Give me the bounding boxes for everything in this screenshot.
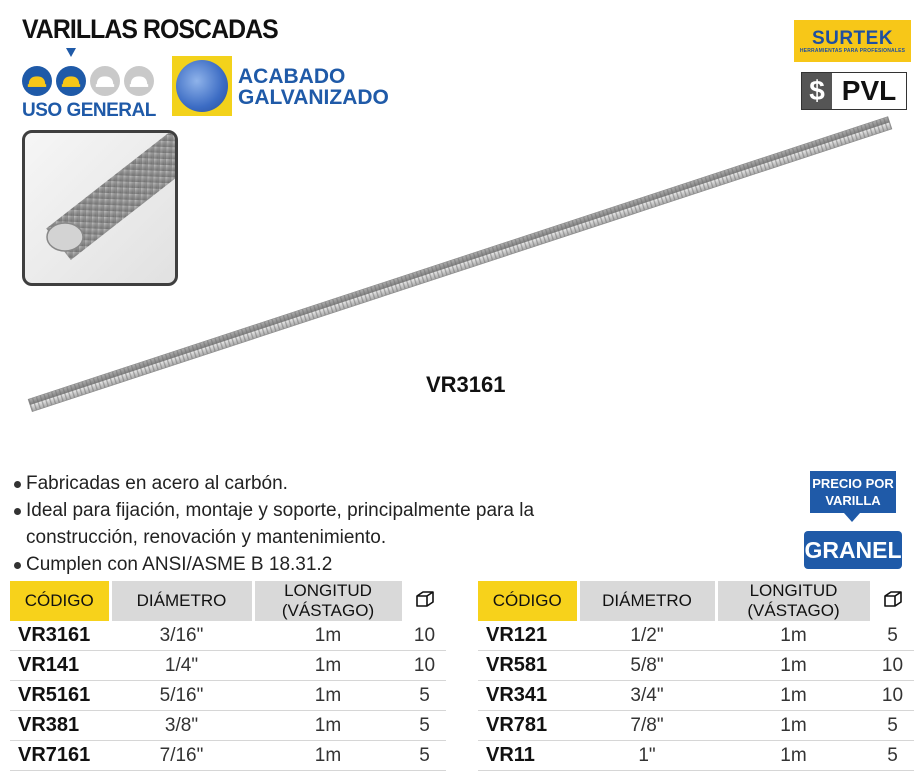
length: 1m <box>253 741 403 771</box>
table-row <box>478 621 914 651</box>
product-code: VR121 <box>478 621 578 651</box>
pack-qty: 5 <box>871 741 914 771</box>
diameter: 1/4" <box>110 651 253 681</box>
diameter: 5/8" <box>578 651 716 681</box>
diameter: 1/2" <box>578 621 716 651</box>
table-row <box>10 681 446 711</box>
feature-item: Cumplen con ANSI/ASME B 18.31.2 <box>14 551 534 578</box>
diameter: 3/16" <box>110 621 253 651</box>
brand-tagline: HERRAMIENTAS PARA PROFESIONALES <box>799 47 906 54</box>
price-by-line-2: VARILLA <box>825 493 881 508</box>
dollar-icon: $ <box>802 73 832 109</box>
pack-qty: 5 <box>403 741 446 771</box>
feature-list <box>14 470 534 578</box>
product-code: VR11 <box>478 741 578 771</box>
pack-qty: 10 <box>871 651 914 681</box>
product-code: VR381 <box>10 711 110 741</box>
pack-qty: 10 <box>403 651 446 681</box>
diameter: 3/4" <box>578 681 716 711</box>
feature-item: Ideal para fijación, montaje y soporte, principalmente para la <box>14 497 534 524</box>
table-row <box>10 651 446 681</box>
table-row <box>478 681 914 711</box>
product-code: VR5161 <box>10 681 110 711</box>
diameter: 5/16" <box>110 681 253 711</box>
product-code: VR7161 <box>10 741 110 771</box>
diameter: 3/8" <box>110 711 253 741</box>
price-per-unit-badge <box>810 471 896 513</box>
length: 1m <box>253 681 403 711</box>
product-code: VR3161 <box>10 621 110 651</box>
pack-qty: 5 <box>403 681 446 711</box>
table-row <box>478 711 914 741</box>
finish-line-1: ACABADO <box>238 65 346 88</box>
header-diameter: DIÁMETRO <box>578 581 716 621</box>
page-title: VARILLAS ROSCADAS <box>22 14 278 44</box>
pack-qty: 10 <box>403 621 446 651</box>
length: 1m <box>253 651 403 681</box>
header-length: LONGITUD (VÁSTAGO) <box>253 581 403 621</box>
usage-label: USO GENERAL <box>22 100 156 121</box>
table-row <box>10 711 446 741</box>
pack-qty: 10 <box>871 681 914 711</box>
pack-qty: 5 <box>403 711 446 741</box>
box-icon <box>871 581 914 621</box>
table-row <box>10 621 446 651</box>
spec-table-right <box>478 581 914 771</box>
table-row <box>478 741 914 771</box>
product-code: VR141 <box>10 651 110 681</box>
length: 1m <box>253 711 403 741</box>
feature-item-continuation: construcción, renovación y mantenimiento. <box>26 527 387 548</box>
length: 1m <box>716 711 871 741</box>
header-length: LONGITUD (VÁSTAGO) <box>716 581 871 621</box>
diameter: 1" <box>578 741 716 771</box>
price-arrow-icon <box>844 513 860 522</box>
pack-qty: 5 <box>871 711 914 741</box>
length: 1m <box>253 621 403 651</box>
price-by-line-1: PRECIO POR <box>812 476 894 491</box>
product-code-label: VR3161 <box>426 372 506 397</box>
diameter: 7/8" <box>578 711 716 741</box>
header-code: CÓDIGO <box>10 581 110 621</box>
finish-line-2: GALVANIZADO <box>238 86 389 109</box>
header-diameter: DIÁMETRO <box>110 581 253 621</box>
header-code: CÓDIGO <box>478 581 578 621</box>
length: 1m <box>716 651 871 681</box>
feature-item: Fabricadas en acero al carbón. <box>14 470 534 497</box>
length: 1m <box>716 741 871 771</box>
brand-name: SURTEK <box>811 27 894 49</box>
product-code: VR781 <box>478 711 578 741</box>
length: 1m <box>716 621 871 651</box>
product-code: VR581 <box>478 651 578 681</box>
sale-type-badge: GRANEL <box>804 531 902 569</box>
table-row <box>478 651 914 681</box>
pack-qty: 5 <box>871 621 914 651</box>
product-code: VR341 <box>478 681 578 711</box>
box-icon <box>403 581 446 621</box>
price-type-label: PVL <box>832 73 906 109</box>
table-row <box>10 741 446 771</box>
length: 1m <box>716 681 871 711</box>
diameter: 7/16" <box>110 741 253 771</box>
spec-table-left <box>10 581 446 771</box>
